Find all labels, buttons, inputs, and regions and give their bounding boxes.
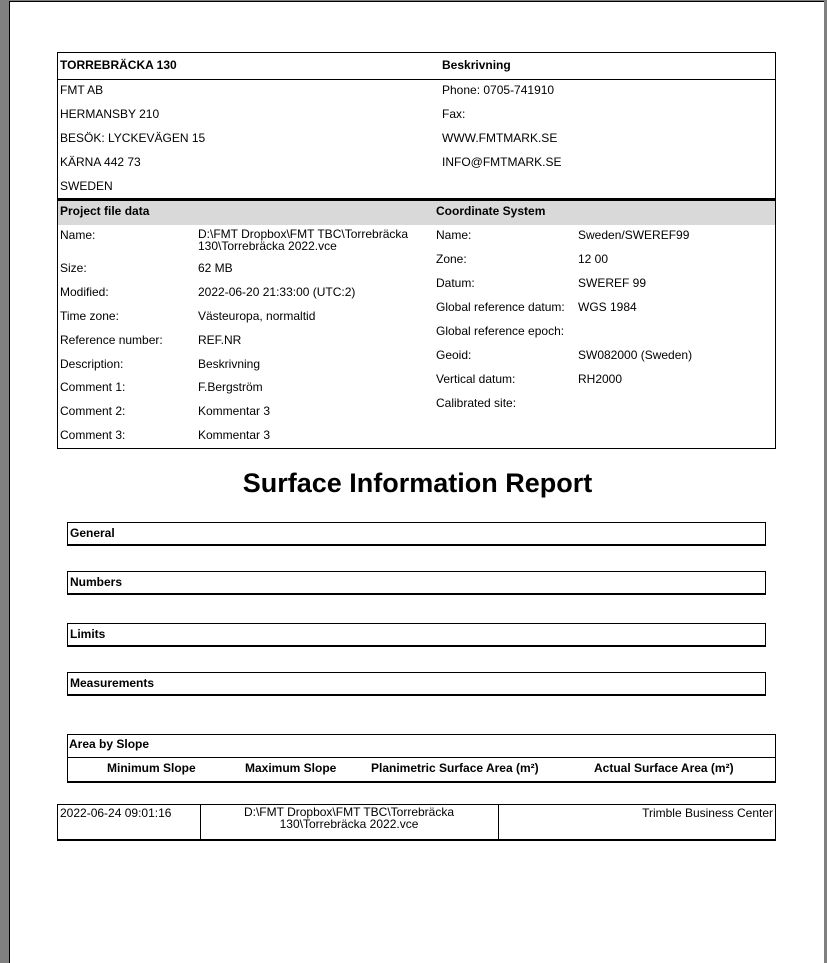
column-header: Planimetric Surface Area (m²) bbox=[371, 761, 539, 775]
project-field-value: Västeuropa, normaltid bbox=[198, 309, 316, 323]
description-heading: Beskrivning bbox=[442, 58, 511, 72]
project-field-label: Reference number: bbox=[60, 333, 163, 347]
coordinate-field-label: Name: bbox=[436, 228, 472, 242]
coordinate-field-label: Global reference epoch: bbox=[436, 324, 565, 338]
project-field-label: Comment 2: bbox=[60, 404, 126, 418]
project-file-heading: Project file data bbox=[60, 204, 150, 218]
contact-email: INFO@FMTMARK.SE bbox=[442, 155, 562, 169]
footer-application: Trimble Business Center bbox=[642, 806, 773, 820]
section-numbers bbox=[67, 571, 766, 595]
contact-phone: Phone: 0705-741910 bbox=[442, 83, 555, 97]
coordinate-field-value: 12 00 bbox=[578, 252, 609, 266]
coordinate-field-value: Sweden/SWEREF99 bbox=[578, 228, 690, 242]
header-box bbox=[57, 52, 776, 199]
project-field-label: Modified: bbox=[60, 285, 109, 299]
contact-fax: Fax: bbox=[442, 107, 466, 121]
project-field-label: Comment 1: bbox=[60, 380, 126, 394]
section-heading: Limits bbox=[70, 627, 106, 641]
footer-file-path: D:\FMT Dropbox\FMT TBC\Torrebräcka 130\Torrebräcka 2022.vce bbox=[243, 805, 455, 831]
project-field-value: Kommentar 3 bbox=[198, 404, 271, 418]
project-field-value: D:\FMT Dropbox\FMT TBC\Torrebräcka 130\Torrebräcka 2022.vce bbox=[198, 227, 409, 253]
company-line: SWEDEN bbox=[60, 179, 113, 193]
coordinate-field-label: Global reference datum: bbox=[436, 300, 565, 314]
company-line: KÄRNA 442 73 bbox=[60, 155, 141, 169]
project-field-value: Kommentar 3 bbox=[198, 428, 271, 442]
report-title: Surface Information Report bbox=[242, 468, 593, 498]
column-header: Actual Surface Area (m²) bbox=[594, 761, 734, 775]
project-field-value: Beskrivning bbox=[198, 357, 261, 371]
area-by-slope-heading: Area by Slope bbox=[69, 737, 150, 751]
section-general bbox=[67, 522, 766, 546]
coordinate-field-label: Zone: bbox=[436, 252, 467, 266]
company-line: BESÖK: LYCKEVÄGEN 15 bbox=[60, 131, 206, 145]
section-limits bbox=[67, 623, 766, 647]
area-by-slope-divider bbox=[67, 757, 776, 758]
contact-website: WWW.FMTMARK.SE bbox=[442, 131, 558, 145]
company-line: HERMANSBY 210 bbox=[60, 107, 160, 121]
section-heading: Numbers bbox=[70, 575, 123, 589]
section-heading: Measurements bbox=[70, 676, 155, 690]
coordinate-field-value: SW082000 (Sweden) bbox=[578, 348, 693, 362]
project-field-value: F.Bergström bbox=[198, 380, 263, 394]
project-field-label: Time zone: bbox=[60, 309, 119, 323]
project-field-value: REF.NR bbox=[198, 333, 242, 347]
company-line: FMT AB bbox=[60, 83, 104, 97]
coordinate-field-value: WGS 1984 bbox=[578, 300, 637, 314]
footer-divider bbox=[498, 804, 499, 841]
coordinate-field-label: Geoid: bbox=[436, 348, 472, 362]
area-by-slope-table bbox=[67, 734, 776, 783]
project-field-label: Description: bbox=[60, 357, 124, 371]
project-field-value: 2022-06-20 21:33:00 (UTC:2) bbox=[198, 285, 356, 299]
project-field-label: Comment 3: bbox=[60, 428, 126, 442]
column-header: Minimum Slope bbox=[107, 761, 196, 775]
coordinate-field-value: RH2000 bbox=[578, 372, 623, 386]
project-field-label: Name: bbox=[60, 228, 96, 242]
coordinate-field-value: SWEREF 99 bbox=[578, 276, 647, 290]
header-divider bbox=[57, 79, 776, 80]
footer-timestamp: 2022-06-24 09:01:16 bbox=[60, 806, 172, 820]
section-measurements bbox=[67, 672, 766, 696]
column-header: Maximum Slope bbox=[245, 761, 337, 775]
coordinate-system-heading: Coordinate System bbox=[436, 204, 546, 218]
project-name: TORREBRÄCKA 130 bbox=[60, 58, 177, 72]
coordinate-field-label: Calibrated site: bbox=[436, 396, 517, 410]
coordinate-field-label: Datum: bbox=[436, 276, 475, 290]
coordinate-field-label: Vertical datum: bbox=[436, 372, 516, 386]
section-heading: General bbox=[70, 526, 115, 540]
project-field-value: 62 MB bbox=[198, 261, 233, 275]
project-field-label: Size: bbox=[60, 261, 87, 275]
report-page bbox=[9, 1, 824, 963]
